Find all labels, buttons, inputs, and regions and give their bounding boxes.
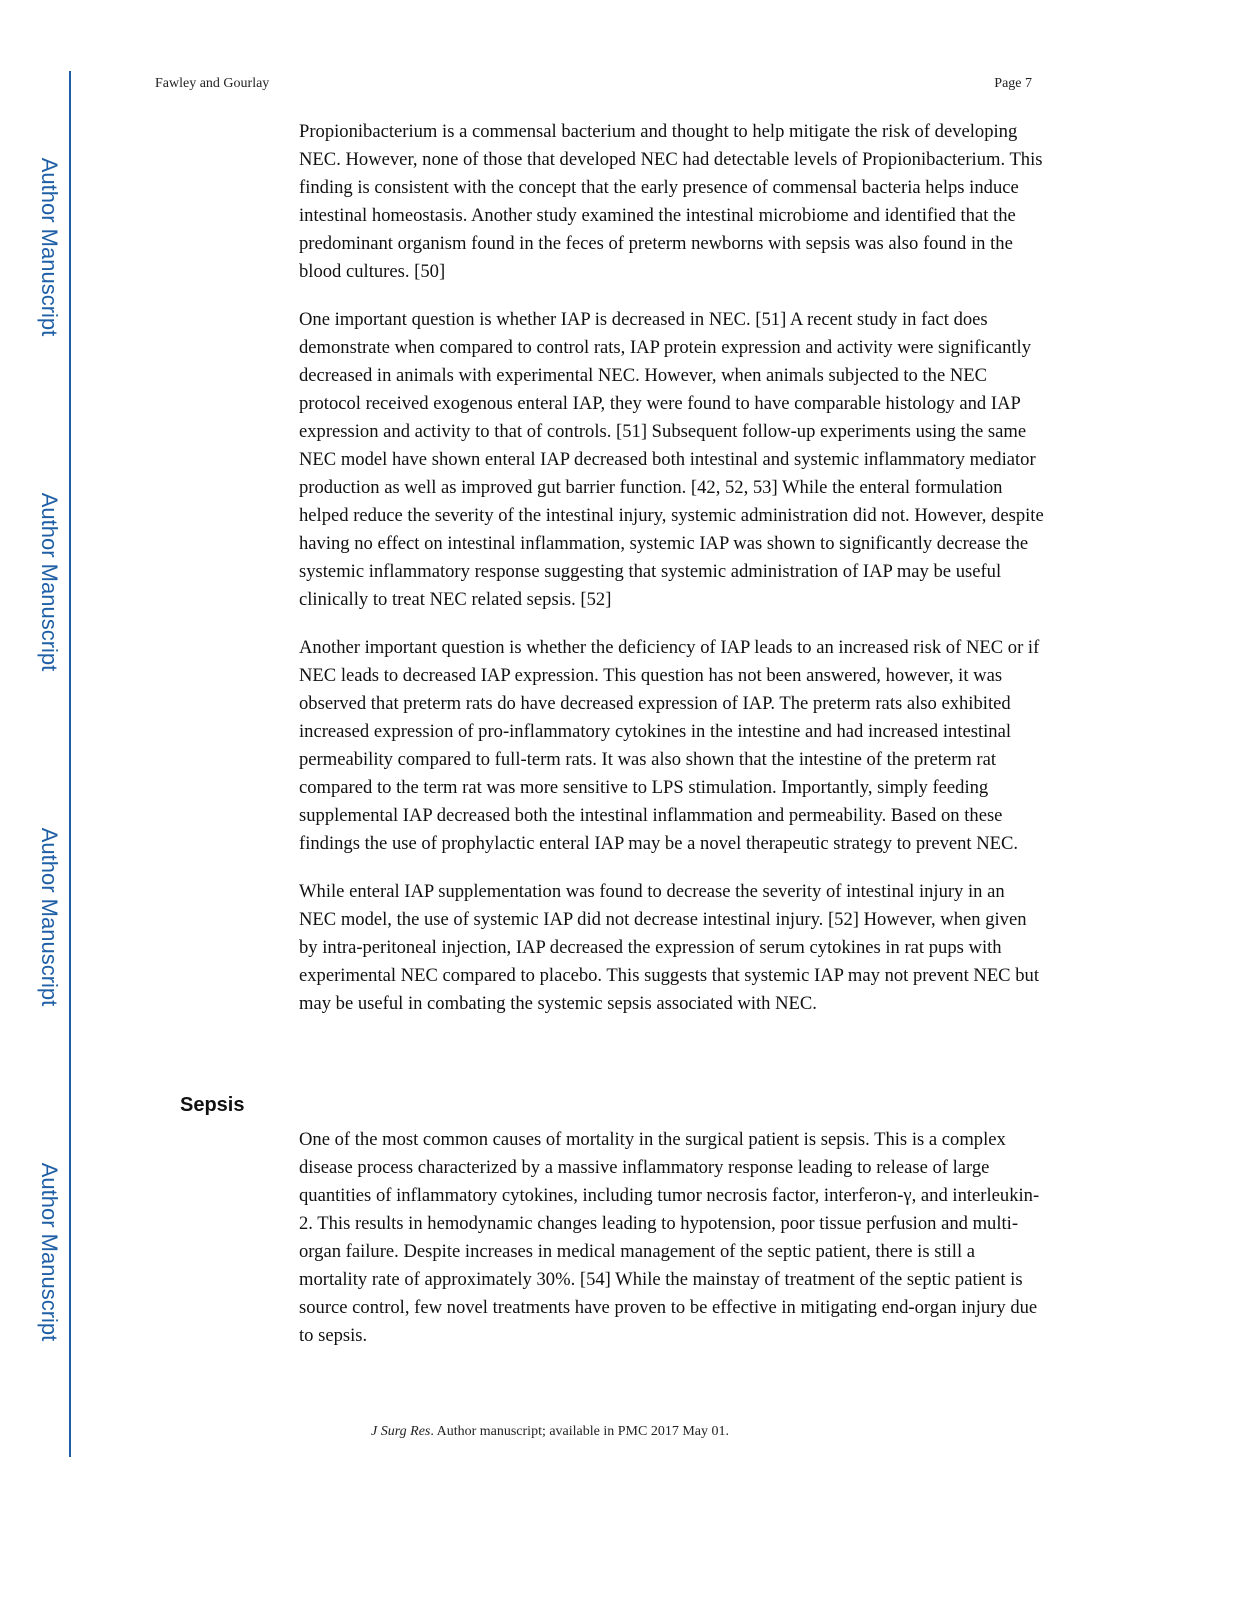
footer-note: . Author manuscript; available in PMC 2017 May 01. [430,1424,729,1439]
footer-citation [0,1424,1100,1440]
paragraph: Another important question is whether the deficiency of IAP leads to an increased risk of NEC or if NEC leads to decreased IAP expression. This question has not been answered, however, it was observed that preterm rats do have decreased expression of IAP. The preterm rats also exhibited increased expression of pro-inflammatory cytokines in the intestine and had increased intestinal permeability compared to full-term rats. It was also shown that the intestine of the preterm rat compared to the term rat was more sensitive to LPS stimulation. Importantly, simply feeding supplemental IAP decreased both the intestinal inflammation and permeability. Based on these findings the use of prophylactic enteral IAP may be a novel therapeutic strategy to prevent NEC. [299,637,1040,854]
article-body [299,118,1044,1038]
paragraph: Propionibacterium is a commensal bacterium and thought to help mitigate the risk of developing NEC. However, none of those that developed NEC had detectable levels of Propionibacterium. This finding is consistent with the concept that the early presence of commensal bacteria helps induce intestinal homeostasis. Another study examined the intestinal microbiome and identified that the predominant organism found in the feces of preterm newborns with sepsis was also found in the blood cultures. [50] [299,121,1043,282]
running-head-authors: Fawley and Gourlay [155,76,270,91]
paragraph: One of the most common causes of mortality in the surgical patient is sepsis. This is a complex disease process characterized by a massive inflammatory response leading to release of large quantities of inflammatory cytokines, including tumor necrosis factor, interferon-γ, and interleukin-2. This results in hemodynamic changes leading to hypotension, poor tissue perfusion and multi-organ failure. Despite increases in medical management of the septic patient, there is still a mortality rate of approximately 30%. [54] While the mainstay of treatment of the septic patient is source control, few novel treatments have proven to be effective in mitigating end-organ injury due to sepsis. [299,1129,1040,1346]
journal-name: J Surg Res [371,1424,431,1439]
sidebar-rule [69,71,71,1457]
paragraph: One important question is whether IAP is decreased in NEC. [51] A recent study in fact does demonstrate when compared to control rats, IAP protein expression and activity were significantly decreased in animals with experimental NEC. However, when animals subjected to the NEC protocol received exogenous enteral IAP, they were found to have comparable histology and IAP expression and activity to that of controls. [51] Subsequent follow-up experiments using the same NEC model have shown enteral IAP decreased both intestinal and systemic inflammatory mediator production as well as improved gut barrier function. [42, 52, 53] While the enteral formulation helped reduce the severity of the intestinal injury, systemic administration did not. However, despite having no effect on intestinal inflammation, systemic IAP was shown to significantly decrease the systemic inflammatory response suggesting that systemic administration of IAP may be useful clinically to treat NEC related sepsis. [52] [299,309,1044,610]
sepsis-section-body [299,1126,1044,1370]
section-heading-sepsis: Sepsis [180,1094,245,1116]
page-number: Page 7 [994,76,1032,91]
paragraph: While enteral IAP supplementation was found to decrease the severity of intestinal injury in an NEC model, the use of systemic IAP did not decrease intestinal injury. [52] However, when given by intra-peritoneal injection, IAP decreased the expression of serum cytokines in rat pups with experimental NEC compared to placebo. This suggests that systemic IAP may not prevent NEC but may be useful in combating the systemic sepsis associated with NEC. [299,881,1039,1014]
